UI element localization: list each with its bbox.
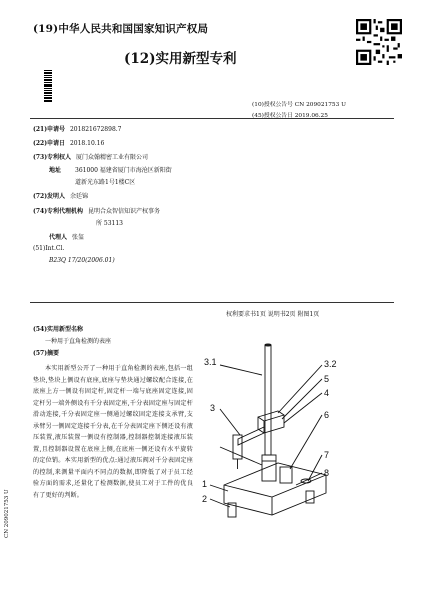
- header-rule: [30, 118, 394, 119]
- publication-date-label: (45)授权公告日: [252, 113, 293, 119]
- agent-label: 代理人: [49, 234, 68, 241]
- application-date: [33, 138, 104, 147]
- abstract-label: (57)摘要: [33, 350, 60, 357]
- figure-label: 2: [202, 494, 208, 504]
- agent: [49, 232, 84, 241]
- application-number-label: (21)申请号: [33, 126, 66, 133]
- publication-number: [252, 99, 346, 108]
- publication-date-value: 2019.06.25: [294, 113, 328, 119]
- application-number-value: 201821672898.7: [69, 126, 122, 133]
- application-number: [33, 124, 122, 133]
- agency-value: 昆明合众智信知识产权事务: [87, 208, 160, 215]
- figure-label: 5: [324, 374, 330, 384]
- address-line-1: 361000 福建省厦门市海沧区新阳街: [75, 167, 172, 174]
- pad-block-2: [306, 491, 314, 503]
- title-label: (54)实用新型名称: [33, 326, 84, 333]
- ipc-value: B23Q 17/20(2006.01): [49, 257, 115, 264]
- inventor-label: (72)发明人: [33, 193, 66, 200]
- ipc-label: (51)Int.Cl.: [33, 245, 65, 252]
- abstract-text: [33, 363, 193, 501]
- agency-label: (74)专利代理机构: [33, 208, 84, 215]
- office-name: (19)中华人民共和国国家知识产权局: [33, 23, 209, 35]
- figure-label: 3: [210, 403, 216, 413]
- agent-value: 张玺: [71, 234, 84, 241]
- controller: [280, 467, 292, 483]
- figure-label: 7: [324, 450, 330, 460]
- figure-label: 1: [202, 479, 208, 489]
- address-line-2: 道新光东路1号1楼C区: [75, 179, 136, 186]
- inventor-value: 余廷锦: [69, 193, 88, 200]
- figure-label: 3.2: [324, 359, 337, 369]
- hydraulic-device: [262, 455, 276, 481]
- figure-label: 3.1: [204, 357, 217, 367]
- utility-model-title: 一种用于直角检测的表座: [45, 338, 112, 345]
- application-date-label: (22)申请日: [33, 140, 66, 147]
- claims-rule: [30, 302, 394, 303]
- qr-code: [356, 19, 402, 65]
- inventor: [33, 191, 88, 200]
- figure-label: 8: [324, 468, 330, 478]
- figure-label: 4: [324, 388, 330, 398]
- abstract-body: 本实用新型公开了一种用于直角检测的表座,包括一组垫块,垫块上侧设有底座,底座与垫块通过螺纹配合连接,在底座上方一侧设有固定杆,固定杆一端与底座固定连接,固定杆另一端外侧设有千分表固定座,千分表固定座与固定杆滑动连接,千分表固定座一侧通过螺纹固定连接支承臂,支承臂另一侧固定连接千分表,在千分表固定座下侧还设有液压装置,液压装置一侧设有控制器,控制器控制连接液压装置,且控制器设置在底座上侧,在底座一侧还设有水平旋转的定位销。本实用新型的优点:通过液压阀对千分表固定座的控制,来测量平面内不同点的数据,即降低了对于员工经验方面的需求,还量化了检测数据,使员工对于工件的优良有了更好的判断。: [33, 365, 193, 499]
- figure-label: 6: [324, 410, 330, 420]
- claims-summary: 权利要求书1页 说明书2页 附图1页: [226, 311, 320, 318]
- agency-line-2: 所 53113: [96, 220, 123, 227]
- fixed-rod: [265, 345, 271, 455]
- agency: [33, 206, 160, 215]
- device-figure: [198, 335, 398, 565]
- application-date-value: 2018.10.16: [69, 140, 105, 147]
- address-label: 地址: [49, 167, 62, 174]
- publication-number-value: CN 209021753 U: [294, 102, 347, 108]
- patentee: [33, 152, 148, 161]
- document-kind: (12)实用新型专利: [124, 51, 237, 67]
- patentee-label: (73)专利权人: [33, 154, 72, 161]
- barcode: [44, 70, 52, 102]
- side-publication-id: CN 209021753 U: [4, 489, 10, 538]
- publication-number-label: (10)授权公告号: [252, 102, 293, 108]
- patentee-value: 厦门众翰精密工业有限公司: [75, 154, 148, 161]
